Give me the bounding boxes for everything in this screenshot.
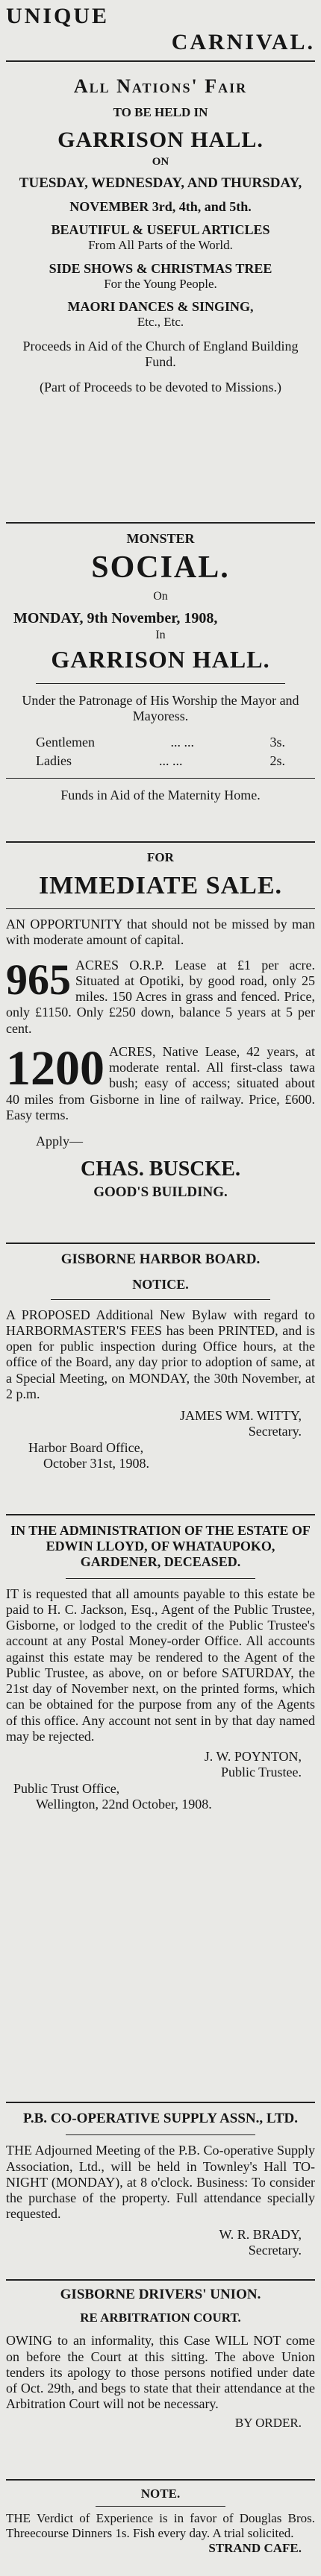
note-title: NOTE.: [140, 2487, 181, 2501]
carnival-held: TO BE HELD IN: [113, 105, 208, 120]
social-on: On: [153, 589, 168, 603]
divider: [66, 2134, 255, 2135]
price-dots: ... ...: [158, 753, 183, 769]
note-body: THE Verdict of Experience is in favor of Douglas Bros. Threecourse Dinners 1s. Fish every day. A trial solicited.: [6, 2511, 315, 2541]
drivers-title: GISBORNE DRIVERS' UNION.: [60, 2287, 261, 2302]
carnival-shows: SIDE SHOWS & CHRISTMAS TREE: [49, 260, 272, 276]
drivers-signer: BY ORDER.: [234, 2415, 302, 2430]
divider: [6, 1514, 315, 1515]
carnival-fair: All Nations' Fair: [73, 75, 248, 97]
divider: [66, 1578, 255, 1579]
carnival-venue: GARRISON HALL.: [57, 127, 264, 152]
divider: [6, 2102, 315, 2103]
carnival-proceeds: Proceeds in Aid of the Church of England Building Fund.: [22, 339, 299, 370]
divider: [6, 1243, 315, 1244]
drivers-notice: [6, 2287, 315, 2431]
sale-title: IMMEDIATE SALE.: [38, 872, 283, 900]
harbor-signer: JAMES WM. WITTY,: [179, 1408, 302, 1424]
harbor-notice-label: NOTICE.: [132, 1277, 189, 1292]
price-value: 3s.: [269, 735, 285, 750]
social-ad: [6, 531, 315, 804]
social-date: MONDAY, 9th November, 1908,: [13, 609, 218, 626]
estate-signer: J. W. POYNTON,: [204, 1749, 302, 1765]
price-label: Ladies: [36, 753, 72, 769]
carnival-shows-sub: For the Young People.: [104, 276, 217, 291]
listing-965: [6, 958, 315, 1037]
coop-signer: W. R. BRADY,: [219, 2226, 302, 2242]
carnival-part: (Part of Proceeds to be devoted to Missions.): [40, 379, 281, 395]
price-label: Gentlemen: [36, 735, 95, 750]
sale-building: GOOD'S BUILDING.: [93, 1184, 228, 1201]
acreage-number: 965: [6, 957, 71, 1004]
divider: [51, 1299, 270, 1300]
carnival-maori-sub: Etc., Etc.: [137, 315, 184, 330]
harbor-office: Harbor Board Office,: [28, 1439, 144, 1455]
sale-apply: Apply—: [36, 1133, 83, 1149]
price-dots: ... ...: [170, 735, 194, 750]
harbor-role: Secretary.: [248, 1424, 302, 1439]
carnival-title-2: CARNIVAL.: [171, 30, 315, 55]
estate-notice: [6, 1523, 315, 1812]
listing-text: ACRES O.R.P. Lease at £1 per acre. Situated at Opotiki, by good road, only 25 miles. 150 Acres in grass and fenced. Price, only £1150. Only £250 down, balance 5 years at 5 per cent.: [6, 957, 315, 1036]
estate-office: Public Trust Office,: [13, 1780, 120, 1796]
price-row-ladies: [6, 753, 315, 769]
social-venue: GARRISON HALL.: [51, 646, 270, 673]
carnival-articles-sub: From All Parts of the World.: [88, 238, 233, 253]
carnival-dates: NOVEMBER 3rd, 4th, and 5th.: [69, 198, 252, 214]
sale-for: FOR: [147, 850, 174, 864]
estate-role: Public Trustee.: [220, 1765, 302, 1780]
carnival-title-1: UNIQUE: [6, 4, 110, 28]
divider: [6, 60, 315, 62]
price-row-gentlemen: [6, 735, 315, 750]
estate-body: IT is requested that all amounts payable to this estate be paid to H. C. Jackson, Esq., Agent of the Public Trustee, Gisborne, or lodged to the credit of the Public Trustee's account at any Postal Money-order Office. All accounts against this estate may be rendered to the Agent of the Public Trustee, as above, on or before SATURDAY, the 21st day of November next, on the printed forms, which can be obtained for the purpose from any of the Agents of this office. Any account not sent in by that day named may be rejected.: [6, 1586, 315, 1744]
divider: [6, 841, 315, 843]
estate-heading: IN THE ADMINISTRATION OF THE ESTATE OF EDWIN LLOYD, OF WHATAUPOKO, GARDENER, DECEASED.: [10, 1523, 311, 1570]
social-in: In: [155, 629, 166, 642]
strand-cafe-ad: [6, 2487, 315, 2556]
harbor-body: A PROPOSED Additional New Bylaw with regard to HARBORMASTER'S FEES has been PRINTED, and is open for public inspection during Office hours, at the office of the Board, any day prior to adoption of same, at a Special Meeting, on MONDAY, the 30th November, at 2 p.m.: [6, 1307, 315, 1401]
sale-agent: CHAS. BUSCKE.: [81, 1157, 240, 1181]
social-funds: Funds in Aid of the Maternity Home.: [60, 788, 261, 803]
harbor-date: October 31st, 1908.: [43, 1455, 149, 1471]
harbor-title: GISBORNE HARBOR BOARD.: [60, 1251, 261, 1267]
carnival-ad: [6, 3, 315, 395]
listing-1200: [6, 1044, 315, 1123]
price-value: 2s.: [269, 753, 285, 769]
sale-ad: [6, 850, 315, 1201]
divider: [6, 2279, 315, 2281]
divider: [6, 522, 315, 524]
divider: [6, 2479, 315, 2481]
carnival-days: TUESDAY, WEDNESDAY, AND THURSDAY,: [19, 175, 302, 191]
divider: [6, 778, 315, 779]
social-title: SOCIAL.: [91, 550, 230, 585]
coop-role: Secretary.: [248, 2242, 302, 2258]
listing-text: ACRES, Native Lease, 42 years, at moderate rental. All first-class tawa bush; easy of access; situated about 40 miles from Gisborne in line of railway. Price, £600. Easy terms.: [6, 1043, 315, 1122]
carnival-on: ON: [152, 155, 169, 168]
carnival-maori: MAORI DANCES & SINGING,: [67, 298, 254, 314]
drivers-subtitle: RE ARBITRATION COURT.: [80, 2310, 241, 2325]
divider: [96, 2506, 225, 2507]
coop-notice: [6, 2111, 315, 2258]
carnival-articles: BEAUTIFUL & USEFUL ARTICLES: [51, 222, 270, 238]
estate-date: Wellington, 22nd October, 1908.: [36, 1796, 212, 1812]
coop-title: P.B. CO-OPERATIVE SUPPLY ASSN., LTD.: [23, 2111, 298, 2126]
social-patronage: Under the Patronage of His Worship the Mayor and Mayoress.: [22, 692, 299, 724]
divider: [6, 908, 315, 909]
acreage-number: 1200: [6, 1043, 105, 1096]
note-signer: STRAND CAFE.: [208, 2541, 302, 2556]
divider: [36, 683, 285, 684]
harbor-notice: [6, 1251, 315, 1471]
drivers-body: OWING to an informality, this Case WILL NOT come on before the Court at this sitting. The above Union tenders its apology to those persons notified under date of Oct. 29th, and begs to state that their attendance at the Arbitration Court will not be necessary.: [6, 2333, 315, 2412]
sale-intro: AN OPPORTUNITY that should not be missed by man with moderate amount of capital.: [6, 917, 315, 948]
social-monster: MONSTER: [126, 531, 195, 546]
coop-body: THE Adjourned Meeting of the P.B. Co-operative Supply Association, Ltd., will be held in Townley's Hall TO-NIGHT (MONDAY), at 8 o'clock. Business: To consider the purchase of the property. Full attendance specially requested.: [6, 2143, 315, 2222]
